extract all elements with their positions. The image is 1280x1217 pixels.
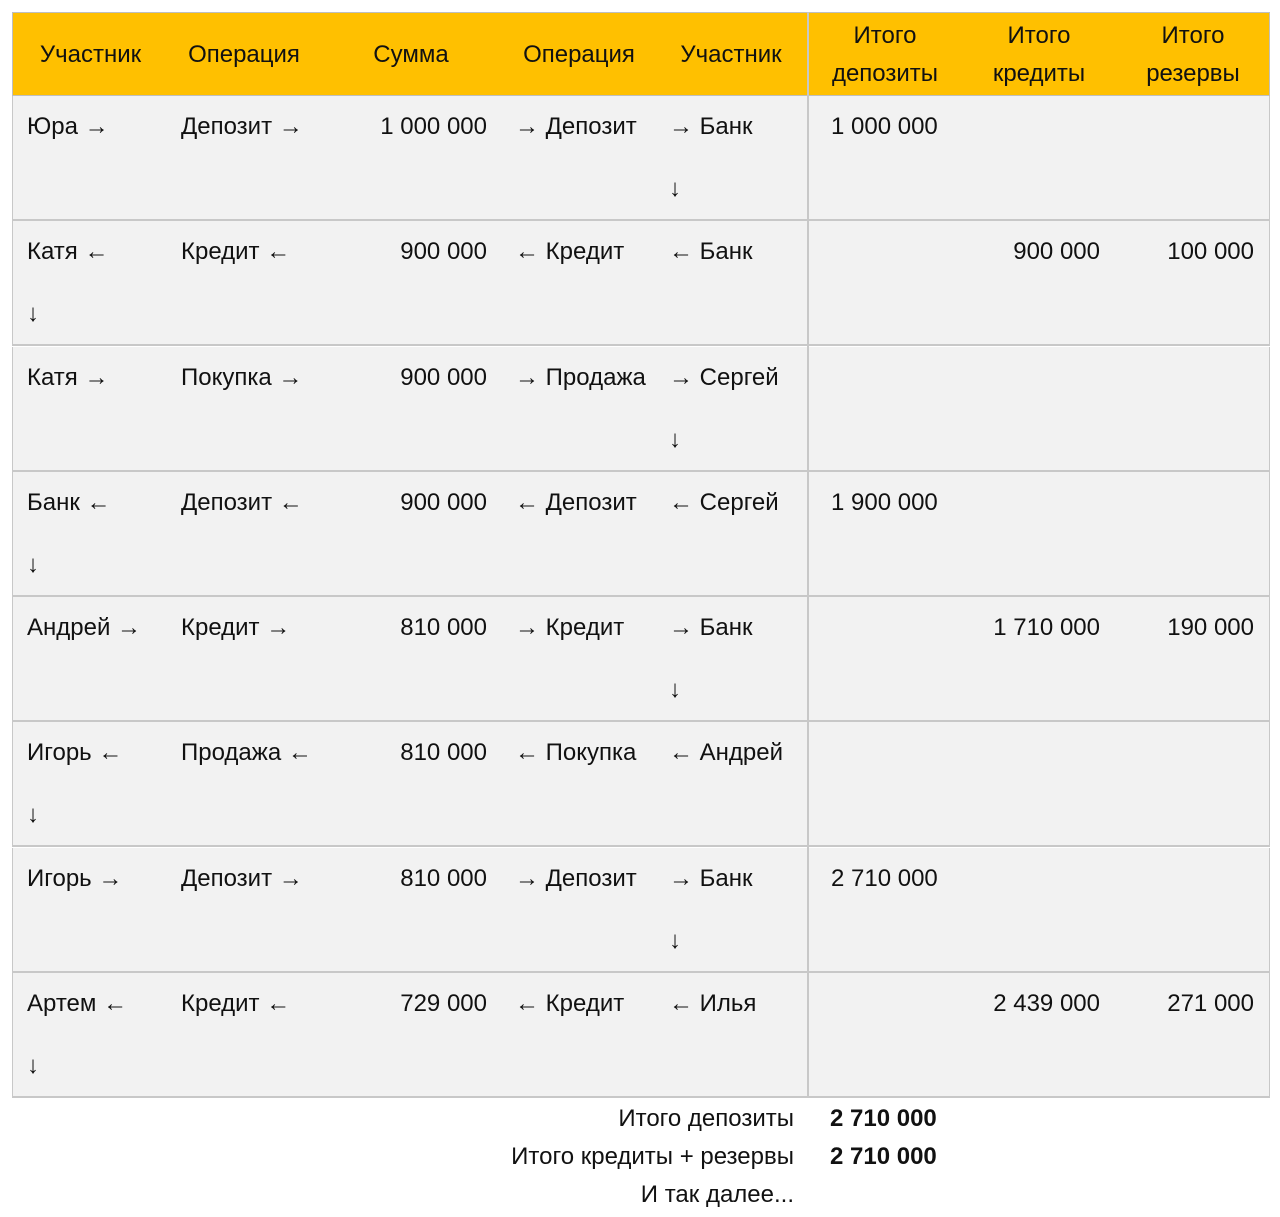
footer-more: И так далее... [640,1181,794,1208]
header-amount: Сумма [373,41,449,68]
cell-participant-1: Банк ← [27,488,111,516]
down-arrow-icon: ↓ [669,425,681,453]
cell-participant-2: → Банк [669,113,753,140]
cell-total-credits: 1 710 000 [993,614,1100,641]
cell-participant-1: Игорь ← [27,739,123,767]
down-arrow-icon: ↓ [669,676,681,703]
header-participant-1: Участник [39,41,142,68]
cell-participant-1: Юра → [27,113,109,140]
header-total-reserves-line1: Итого [1161,22,1225,49]
cell-total-reserves: 271 000 [1167,989,1254,1017]
cell-participant-1: Катя ← [27,238,109,266]
cell-participant-2: → Банк [669,614,753,641]
cell-amount: 810 000 [400,739,487,767]
header-participant-2: Участник [680,41,782,68]
footer-credits-value: 2 710 000 [830,1143,937,1170]
table-row [12,722,1270,847]
footer-credits-label: Итого кредиты + резервы [511,1143,794,1170]
cell-operation-2: → Продажа [515,363,646,391]
header-operation-1: Операция [188,41,300,68]
cell-participant-2: → Сергей [669,363,779,391]
cell-participant-2: ← Сергей [669,488,779,516]
cell-amount: 810 000 [400,864,487,892]
cell-amount: 729 000 [400,989,487,1017]
header-total-reserves-line2: резервы [1146,60,1240,87]
cell-operation-1: Депозит → [181,113,303,140]
header-total-deposits [809,13,961,97]
table-row [12,472,1270,597]
cell-operation-1: Кредит → [181,614,291,641]
cell-amount: 810 000 [400,614,487,641]
header-operation-2: Операция [523,41,635,68]
table-row [12,96,1270,221]
cell-total-credits: 900 000 [1013,238,1100,266]
cell-total-reserves: 100 000 [1167,238,1254,266]
table-row [12,347,1270,472]
cell-total-deposits: 2 710 000 [831,864,938,892]
cell-total-deposits: 1 000 000 [831,113,938,140]
column-divider [807,12,809,1098]
table-row [12,597,1270,722]
cell-participant-1: Андрей → [27,614,142,641]
cell-amount: 900 000 [400,363,487,391]
header-total-deposits-line1: Итого [853,22,917,49]
header-total-deposits-line2: депозиты [831,60,939,87]
down-arrow-icon: ↓ [669,926,681,954]
header-total-credits [963,13,1115,97]
cell-amount: 900 000 [400,488,487,516]
cell-operation-2: ← Кредит [515,989,625,1017]
cell-operation-2: ← Кредит [515,238,625,266]
header-total-reserves [1117,13,1269,97]
cell-operation-2: → Депозит [515,113,637,140]
cell-participant-2: ← Банк [669,238,753,266]
header-total-credits-line2: кредиты [992,60,1086,87]
cell-amount: 900 000 [400,238,487,266]
cell-participant-2: → Банк [669,864,753,892]
cell-total-deposits: 1 900 000 [831,488,938,516]
cell-operation-1: Кредит ← [181,989,291,1017]
cell-total-credits: 2 439 000 [993,989,1100,1017]
down-arrow-icon: ↓ [27,300,39,328]
down-arrow-icon: ↓ [669,175,681,202]
cell-participant-1: Игорь → [27,864,123,892]
cell-participant-1: Катя → [27,363,109,391]
cell-operation-2: ← Депозит [515,488,637,516]
cell-operation-2: ← Покупка [515,739,637,767]
cell-operation-1: Продажа ← [181,739,312,767]
cell-operation-1: Депозит ← [181,488,303,516]
cell-operation-2: → Депозит [515,864,637,892]
down-arrow-icon: ↓ [27,550,39,578]
table-header [12,12,1270,96]
cell-operation-1: Кредит ← [181,238,291,266]
cell-amount: 1 000 000 [380,113,487,140]
cell-operation-1: Депозит → [181,864,303,892]
cell-participant-2: ← Илья [669,989,757,1017]
table-row [12,221,1270,346]
header-total-credits-line1: Итого [1007,22,1071,49]
table-row [12,848,1270,973]
down-arrow-icon: ↓ [27,1051,39,1079]
cell-operation-1: Покупка → [181,363,303,391]
footer-deposits-value: 2 710 000 [830,1105,937,1132]
cell-total-reserves: 190 000 [1167,614,1254,641]
cell-participant-1: Артем ← [27,989,128,1017]
cell-participant-2: ← Андрей [669,739,784,767]
down-arrow-icon: ↓ [27,801,39,829]
table-row [12,973,1270,1098]
footer-deposits-label: Итого депозиты [618,1105,794,1132]
cell-operation-2: → Кредит [515,614,625,641]
